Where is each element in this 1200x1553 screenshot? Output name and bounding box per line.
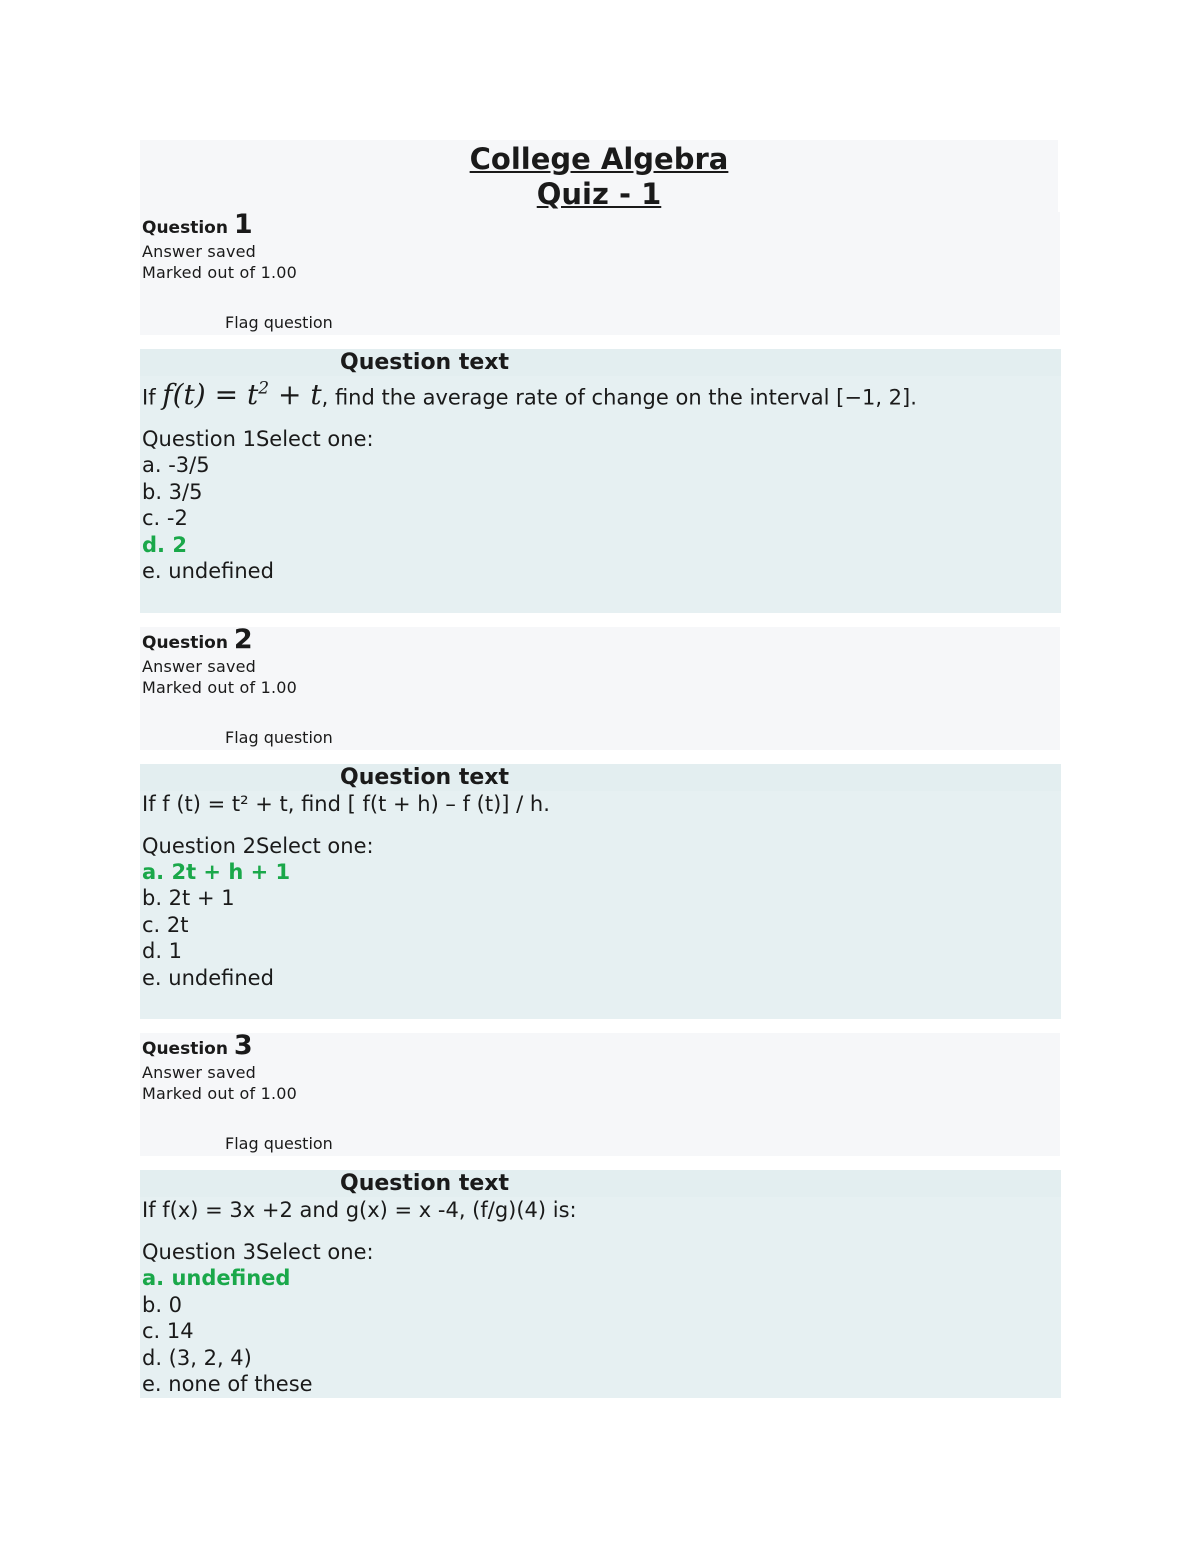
select-one-label: Question 1Select one: bbox=[142, 427, 374, 452]
select-one-label: Question 2Select one: bbox=[142, 833, 374, 858]
answer-option-c[interactable]: c. 2t bbox=[142, 912, 189, 937]
formula-base: f(t) = t bbox=[162, 378, 259, 412]
answer-option-b[interactable]: b. 3/5 bbox=[142, 479, 203, 504]
question-number: 3 bbox=[233, 1030, 253, 1062]
answer-status: Answer saved bbox=[142, 242, 257, 261]
question-2-info bbox=[140, 623, 1060, 750]
question-number: 2 bbox=[233, 623, 253, 655]
formula-exponent: 2 bbox=[258, 379, 270, 399]
answer-option-a[interactable]: a. -3/5 bbox=[142, 453, 210, 478]
question-label: Question bbox=[142, 218, 228, 238]
formula bbox=[162, 378, 321, 411]
flag-question-link[interactable]: Flag question bbox=[225, 1134, 333, 1154]
flag-question-link[interactable]: Flag question bbox=[225, 727, 333, 747]
question-2-content bbox=[140, 764, 1061, 1020]
question-1-heading bbox=[142, 209, 1060, 241]
marked-out-of: Marked out of 1.00 bbox=[142, 1084, 297, 1104]
quiz-title: College Algebra bbox=[469, 142, 729, 176]
question-label: Question bbox=[142, 632, 228, 653]
answer-option-e[interactable]: e. none of these bbox=[142, 1372, 313, 1397]
question-1-text bbox=[142, 376, 1061, 410]
question-text-heading: Question text bbox=[140, 349, 1061, 376]
question-3-info bbox=[140, 1030, 1060, 1156]
answer-option-d[interactable]: d. (3, 2, 4) bbox=[142, 1345, 252, 1370]
question-3-heading bbox=[142, 1030, 1060, 1062]
answer-option-a[interactable]: a. undefined bbox=[142, 1266, 291, 1291]
answer-option-b[interactable]: b. 2t + 1 bbox=[142, 886, 235, 911]
answer-status: Answer saved bbox=[142, 656, 257, 676]
marked-out-of: Marked out of 1.00 bbox=[142, 677, 297, 697]
quiz-subtitle: Quiz - 1 bbox=[536, 177, 662, 211]
marked-out-of: Marked out of 1.00 bbox=[142, 263, 297, 282]
quiz-page bbox=[140, 140, 1060, 1398]
answer-option-e[interactable]: e. undefined bbox=[142, 559, 274, 584]
answer-option-d[interactable]: d. 2 bbox=[142, 532, 187, 557]
question-label: Question bbox=[142, 1039, 228, 1060]
quiz-header bbox=[140, 140, 1058, 212]
answer-option-c[interactable]: c. -2 bbox=[142, 506, 188, 531]
answer-option-b[interactable]: b. 0 bbox=[142, 1292, 183, 1317]
question-3-text: If f(x) = 3x +2 and g(x) = x -4, (f/g)(4) is: bbox=[142, 1198, 577, 1223]
flag-question-link[interactable]: Flag question bbox=[225, 313, 333, 332]
question-text-suffix: , find the average rate of change on the interval [−1, 2]. bbox=[321, 385, 917, 410]
formula-tail: + t bbox=[269, 378, 322, 412]
question-3-content bbox=[140, 1170, 1061, 1398]
answer-option-e[interactable]: e. undefined bbox=[142, 965, 274, 990]
answer-status: Answer saved bbox=[142, 1063, 257, 1083]
answer-option-d[interactable]: d. 1 bbox=[142, 939, 183, 964]
select-one-label: Question 3Select one: bbox=[142, 1240, 374, 1265]
question-text-heading: Question text bbox=[140, 764, 1061, 791]
question-2-text: If f (t) = t² + t, find [ f(t + h) – f (t)] / h. bbox=[142, 791, 550, 816]
answer-option-c[interactable]: c. 14 bbox=[142, 1319, 194, 1344]
question-2-heading bbox=[142, 623, 1060, 656]
question-1-info bbox=[140, 209, 1060, 335]
question-text-heading: Question text bbox=[140, 1170, 1061, 1197]
question-text-prefix: If bbox=[142, 385, 163, 410]
answer-option-a[interactable]: a. 2t + h + 1 bbox=[142, 859, 291, 884]
question-number: 1 bbox=[233, 209, 253, 240]
question-1-content bbox=[140, 349, 1061, 613]
